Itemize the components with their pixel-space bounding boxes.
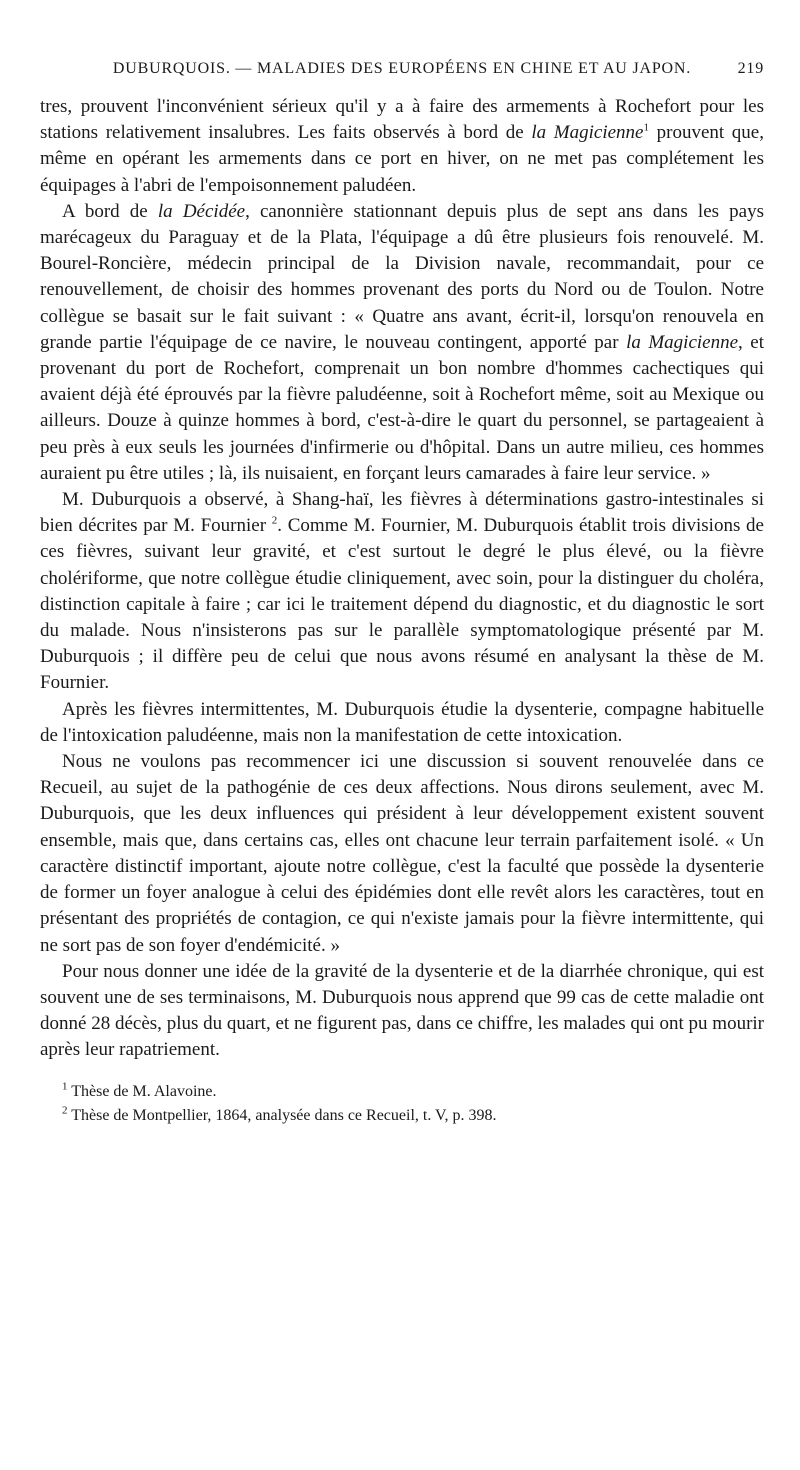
paragraph: [40, 94, 764, 199]
text-span: , et provenant du port de Rochefort, comprenait un bon nombre d'hommes cachectiques qui avaient déjà été éprouvés par la fièvre paludéenne, soit à Rochefort même, soit au Mexique ou ailleurs. Douze à quinze hommes à bord, c'est-à-dire le quart du personnel, se partageaient à peu près à eux seuls les journées d'infirmerie ou d'hôpital. Dans un autre milieu, ces hommes auraient pu être utiles ; là, ils nuisaient, en forçant leurs camarades à faire leur service. »: [40, 331, 764, 484]
text-span: tres, prouvent l'inconvénient sérieux qu'il y a à faire des armements à Rochefort pour les stations relativement insalubres. Les faits observés à bord de: [40, 96, 764, 144]
paragraph: [40, 959, 764, 1064]
italic-text: la Décidée: [157, 200, 246, 222]
italic-text: la Magicienne: [626, 331, 739, 353]
footnotes: [40, 1080, 764, 1128]
page-number: 219: [737, 60, 764, 77]
footnote-ref: 1: [643, 121, 649, 134]
footnote: [62, 1080, 764, 1104]
text-span: prouvent que, même en opérant les armements dans ce port en hiver, on ne met pas complétement les équipages à l'abri de l'empoisonnement paludéen.: [40, 122, 764, 196]
footnote-text: Thèse de M. Alavoine.: [67, 1082, 217, 1100]
italic-text: la Magicienne: [531, 122, 644, 144]
running-header: [40, 60, 764, 90]
footnote-mark: 1: [62, 1080, 68, 1093]
footnote-mark: 2: [62, 1104, 68, 1117]
paragraph: [40, 697, 764, 749]
text-span: Nous ne voulons pas recommencer ici une discussion si souvent renouvelée dans ce Recueil, au sujet de la pathogénie de ces deux affections. Nous dirons seulement, avec M. Duburquois, que les deux influences qui président à leur développement existent souvent ensemble, mais que, dans certains cas, elles ont chacune leur terrain parfaitement isolé. « Un caractère distinctif important, ajoute notre collègue, c'est la faculté que possède la dysenterie de former un foyer analogue à celui des épidémies dont elle revêt alors les caractères, tout en présentant des propriétés de contagion, ce qui n'existe jamais pour la fièvre intermittente, qui ne sort pas de son foyer d'endémicité. »: [40, 751, 764, 956]
running-title: DUBURQUOIS. — MALADIES DES EUROPÉENS EN CHINE ET AU JAPON.: [112, 60, 692, 77]
footnote-separator: [40, 1064, 764, 1080]
body-text: [40, 94, 764, 1064]
text-span: M. Duburquois a observé, à Shang-haï, les fièvres à déterminations gastro-intestinales si bien décrites par M. Fournier: [40, 489, 764, 537]
paragraph: [40, 199, 764, 487]
text-span: . Comme M. Fournier, M. Duburquois établit trois divisions de ces fièvres, suivant leur gravité, et c'est surtout le degré le plus élevé, ou la fièvre cholériforme, que notre collègue étudie cliniquement, avec soin, pour la distinguer du choléra, distinction capitale à faire ; car ici le traitement dépend du diagnostic, et du diagnostic le sort du malade. Nous n'insisterons pas sur le parallèle symptomatologique présenté par M. Duburquois ; il diffère peu de celui que nous avons résumé en analysant la thèse de M. Fournier.: [40, 515, 764, 694]
text-span: Pour nous donner une idée de la gravité de la dysenterie et de la diarrhée chronique, qui est souvent une de ses terminaisons, M. Duburquois nous apprend que 99 cas de cette maladie ont donné 28 décès, plus du quart, et ne figurent pas, dans ce chiffre, les malades qui ont pu mourir après leur rapatriement.: [40, 960, 764, 1061]
paragraph: [40, 487, 764, 697]
text-span: , canonnière stationnant depuis plus de sept ans dans les pays marécageux du Paraguay et de la Plata, l'équipage a dû être plusieurs fois renouvelé. M. Bourel-Roncière, médecin principal de la Division navale, recommandait, pour ce renouvellement, de choisir des hommes provenant des ports du Nord ou de Toulon. Notre collègue se basait sur le fait suivant : « Quatre ans avant, écrit-il, lorsqu'on renouvela en grande partie l'équipage de ce navire, le nouveau contingent, apporté par: [40, 200, 764, 353]
text-span: Après les fièvres intermittentes, M. Duburquois étudie la dysenterie, compagne habituelle de l'intoxication paludéenne, mais non la manifestation de cette intoxication.: [40, 698, 764, 746]
footnote-ref: 2: [271, 514, 278, 527]
footnote-text: Thèse de Montpellier, 1864, analysée dans ce Recueil, t. V, p. 398.: [67, 1106, 497, 1124]
paragraph: [40, 749, 764, 959]
text-span: A bord de: [62, 200, 158, 222]
footnote: [62, 1104, 764, 1128]
